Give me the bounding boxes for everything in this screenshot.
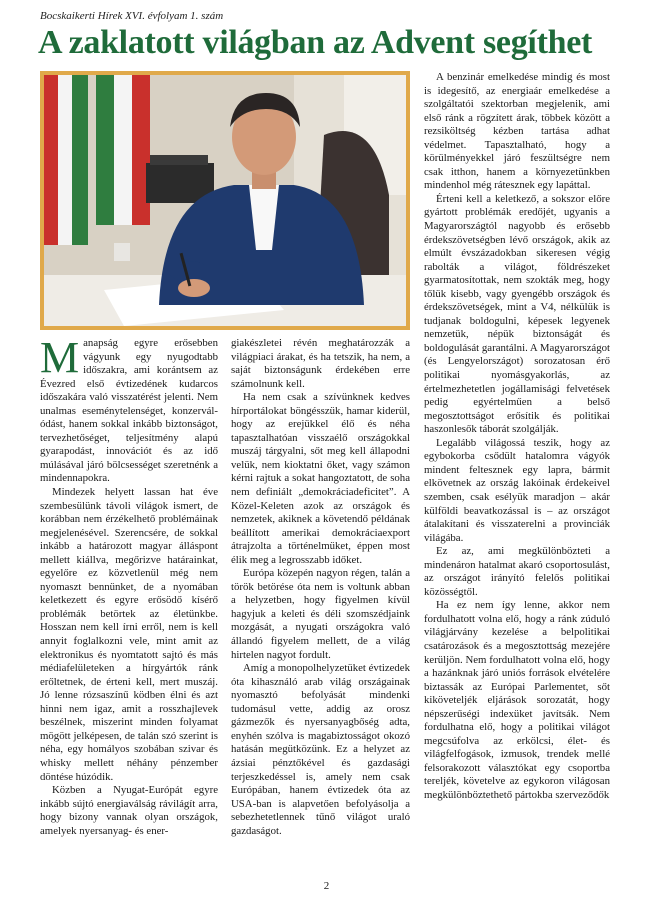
paragraph: Érteni kell a keletkező, a sokszor előre gyártott problémák eredőjét, ugyanis a Magyarországtól nagyobb és erősebb érdekszövetségben lévő országok, akik az elmúlt évszázadokban sikeresen végig rabolták a világot, földrészeket gyarmatosítottak, nem szokták meg, hogy tőlük kisebb, vagy gyengébb országok és érdekszövetségek, mint a V4, nélkülük is tudjanak boldogulni, képesek legyenek nemzetük, népük biztonságát és boldogulását garantálni. A Magyarországot (és Lengyelországot) sorozatosan érő politikai nyomásgyakorlás, az értelmezhetetlen jogállamisági felvetések pedig egyértelműen a belső megosztottságot erősítik és politikai haszonlesők táborát szolgálják. (424, 192, 610, 436)
portrait-photo-illustration (44, 75, 406, 326)
paragraph: Amíg a monopolhelyzetüket évtizedek óta kihasználó arab világ országainak nyomasztó befolyását mindenki tudomásul vette, addig az orosz gázmezők és nyersanyagbőség adta, enyhén szólva is magabiztosságot okozó hatásán megütközünk. Ez a helyzet az ázsiai pénztőkével és gazdasági terjeszkedéssel is, amely nem csak Európában, hanem évtizedek óta az USA-ban is alapvetően befolyásolja a sebezhetetlennek tűnő világot uraló gazdaságot. (231, 662, 410, 837)
paragraph-text: anapság egyre erősebben vágyunk egy nyugodtabb időszakra, ami korántsem az Évezred első évtizedének kudarcos időszakára való visszatérést jelenti. Nem unalmas eseménytelenséget, konzerválódást, hanem sokkal inkább biztonságot, tervezhetőséget, teljesítmény alapú gyarapodást, innovációt és az idő múlásával járó bölcsességet szeretnénk a mindennapokra. (40, 337, 218, 485)
article-column-2 (231, 337, 410, 838)
paragraph: Közben a Nyugat-Európát egyre inkább sújtó energiaválság rávilágít arra, hogy bizony vannak olyan országok, amelyek nyersanyag- és ener- (40, 784, 218, 837)
page-number: 2 (323, 880, 330, 892)
article-column-3 (424, 71, 610, 803)
paragraph: Ha ez nem így lenne, akkor nem fordulhatott volna elő, hogy a ránk zúduló világjárvány kezelése a belpolitikai csatározások és a megosztottság mezejére kerüljön. Nem fordulhatott volna elő, hogy a hazánknak járó uniós források elvételére biztassák az Európai Parlementet, sőt kiköveteljék eljárások sorozatát, hogy népszerűségi indexüket javítsák. Nem fordulhatna elő, hogy a politikai világot megcsúfolva az erkölcsi, élet- és világfelfogások, izmusok, trendek mellé felsorakozott választókat egy csoportba tereljék, követelve az egykoron világosan megkülönböztethető pártokba szerveződők (424, 599, 610, 801)
portrait-photo (40, 71, 410, 330)
drop-cap: M (40, 333, 80, 382)
paragraph: Európa közepén nagyon régen, talán a török betörése óta nem is voltunk abban a helyzetben, hogy figyelmen kívül hagyjuk a keleti és déli szomszédjaink mozgását, a nyugati országokra való állandó figyelem mellett, de a világ hirtelen nagyot fordult. (231, 567, 410, 661)
paragraph: Legalább világossá teszik, hogy az egybokorba csődült hatalomra vágyók mindent feltesznek egy lapra, bármit elkövetnek az ország lakóinak érdekeivel szemben, csak esélyük maradjon – akár külföldi beavatkozással is – az országot átalakítani és visszaterelni a provinciák világába. (424, 436, 610, 544)
publication-header: Bocskaikerti Hírek XVI. évfolyam 1. szám (40, 10, 224, 22)
paragraph (40, 333, 218, 486)
article-column-1 (40, 333, 218, 838)
paragraph: Ez az, ami megkülönbözteti a mindenáron hatalmat akaró csoportosulást, az országot irányító felelős politikai közösségtől. (424, 545, 610, 598)
article-title: A zaklatott világban az Advent segíthet (38, 24, 593, 61)
paragraph: Mindezek helyett lassan hat éve szembesülünk távoli világok ismert, de korábban nem érzékelhető problémáinak megjelenésével. Szerencsére, de sokkal inkább a határozott magyar álláspont mellett kiállva, megőrizve határainkat, egyelőre ez közvetlenül még nem nyomaszt bennünket, de a nyomában keletkezett és egyre erősödő kísérő problémák betörtek az életünkbe. Hosszan nem kell írni erről, nem is kell annyit foglalkozni vele, mint amit az elektronikus és nyomtatott sajtó és más médiafelületeken a hírgyártók ránk erőltetnek, de érteni kell, mert muszáj. Jó lenne rózsaszínű ködben élni és azt hinni nem igaz, amit a rosszhajlevek beszélnek, miszerint minden folyamat mögött jelképesen, de talán szó szerint is néha, egy homályos szobában szivar és whisky mellett néhány pénzember döntése húzódik. (40, 486, 218, 783)
paragraph: giakészletei révén meghatározzák a világpiaci árakat, és ha tetszik, ha nem, a saját biztonságunk érdekében erre számolnunk kell. (231, 337, 410, 390)
paragraph: Ha nem csak a szívünknek kedves hírportálokat böngésszük, hamar kiderül, hogy az erejükkel élő és néha tapasztalhatóan visszaélő országokkal muszáj tárgyalni, sőt meg kell állapodni velük, nem kioktatni őket, vagy számon kérni rajtuk a sokat hangoztatott, de soha nem definiált „demokráciadeficitet”. A Közel-Keleten azok az országok és nemzetek, akiknek a követendő példának beállított amerikai demokráciaexport átrajzolta a történelmüket, éppen most élik meg a legrosszabb időket. (231, 391, 410, 566)
paragraph: A benzinár emelkedése mindig és most is idegesítő, az energiaár emelkedése a szolgáltatói szektorban megjelenik, ami első ránk a rögzített árak, többek között a rezsiköltség kézben tartása adhat védelmet. Tapasztalható, hogy a körülményekkel járó feszültségre nem csak itthon, hanem a környezetünkben mindenhol még rátesznek egy lapáttal. (424, 71, 610, 192)
